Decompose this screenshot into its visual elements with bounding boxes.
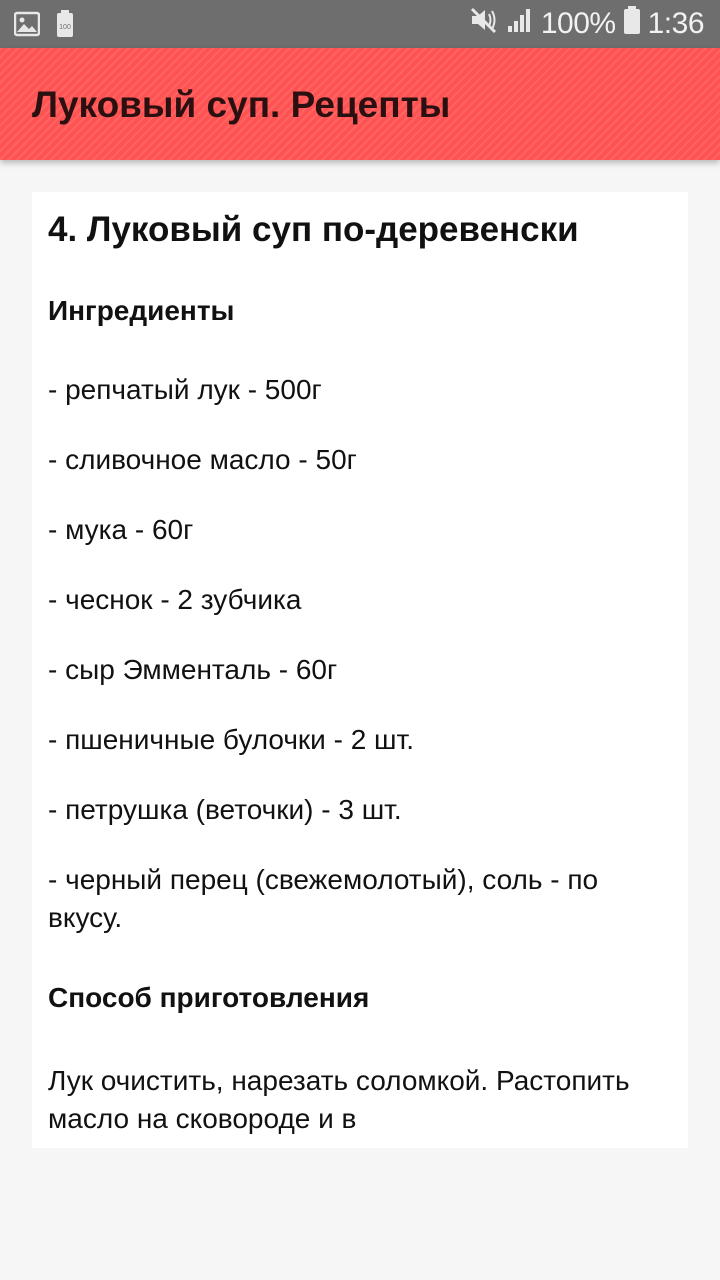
method-heading: Способ приготовления <box>48 982 370 1013</box>
battery-icon <box>624 6 640 42</box>
app-bar <box>0 48 720 160</box>
signal-icon <box>507 6 533 42</box>
clock: 1:36 <box>647 7 704 40</box>
system-status <box>469 0 704 48</box>
ingredient-item: - сыр Эмменталь - 60г <box>48 654 338 685</box>
page-background <box>0 1148 720 1280</box>
recipe-content <box>32 192 688 1138</box>
ingredient-item: - пшеничные булочки - 2 шт. <box>48 724 415 755</box>
recipe-title: 4. Луковый суп по-деревенски <box>48 210 579 249</box>
notification-icons <box>14 10 74 43</box>
ingredient-item: - мука - 60г <box>48 514 194 545</box>
method-text: Лук очистить, нарезать соломкой. Растопить масло на сковороде и в <box>48 1065 630 1134</box>
ingredient-item: - чеснок - 2 зубчика <box>48 584 302 615</box>
battery-saver-icon <box>56 10 74 43</box>
mute-icon <box>469 6 499 42</box>
recipe-card[interactable] <box>32 192 688 1148</box>
app-title: Луковый суп. Рецепты <box>32 84 451 125</box>
image-icon <box>14 11 40 42</box>
ingredient-item: - черный перец (свежемолотый), соль - по вкусу. <box>48 864 599 933</box>
battery-percent: 100% <box>540 7 616 40</box>
svg-text:100: 100 <box>59 24 71 31</box>
status-bar <box>0 0 720 48</box>
ingredients-heading: Ингредиенты <box>48 295 235 326</box>
ingredient-item: - сливочное масло - 50г <box>48 444 357 475</box>
ingredient-item: - петрушка (веточки) - 3 шт. <box>48 794 402 825</box>
ingredient-item: - репчатый лук - 500г <box>48 374 322 405</box>
